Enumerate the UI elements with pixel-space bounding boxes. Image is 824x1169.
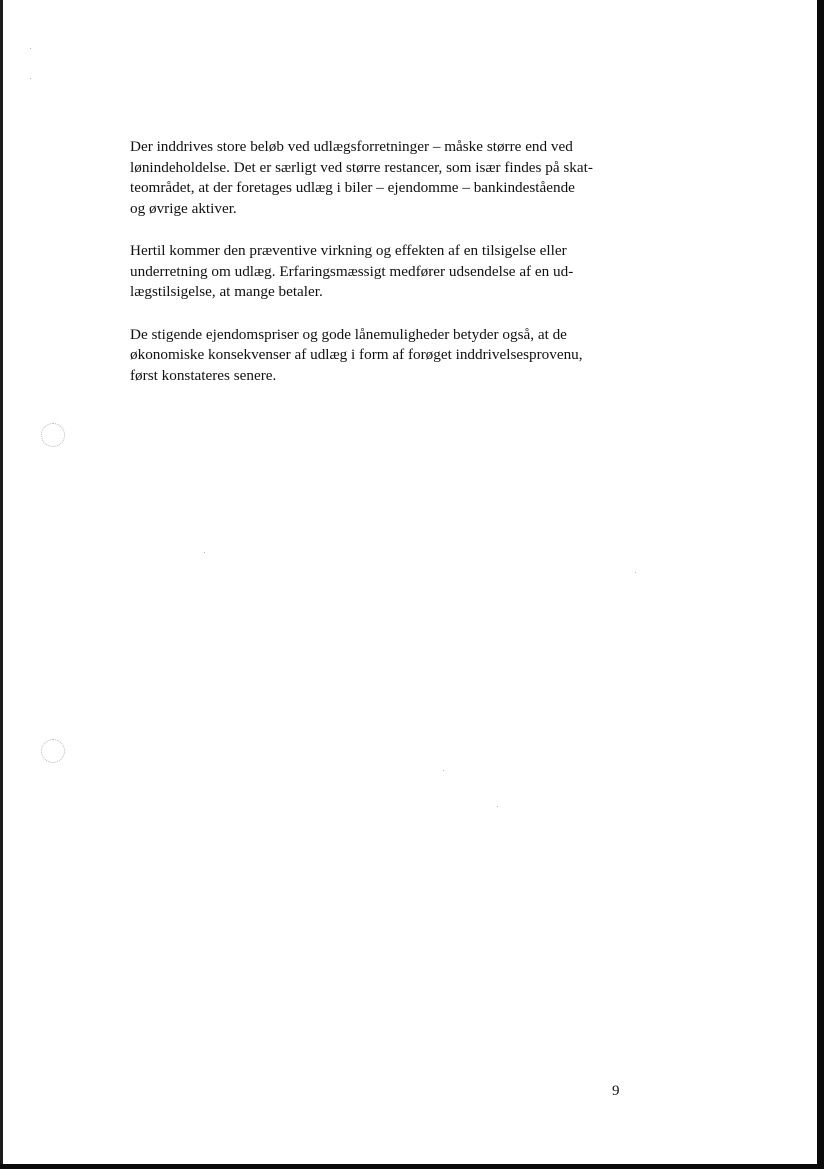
scan-right-edge <box>817 0 824 1169</box>
scan-speck <box>30 48 31 49</box>
text-line: og øvrige aktiver. <box>130 199 237 217</box>
punch-hole-mark-bottom <box>41 739 65 763</box>
scan-speck <box>30 78 31 79</box>
text-line: De stigende ejendomspriser og gode lånemuligheder betyder også, at de <box>130 325 567 343</box>
text-line: teområdet, at der foretages udlæg i biler – ejendomme – bankindestående <box>130 179 575 196</box>
paragraph-property-prices <box>130 325 630 387</box>
scan-speck <box>497 806 498 807</box>
text-line: Der inddrives store beløb ved udlægsforretninger – måske større end ved <box>130 138 573 155</box>
body-text <box>130 137 630 408</box>
scan-bottom-edge <box>0 1164 824 1169</box>
text-line: lønindeholdelse. Det er særligt ved større restancer, som især findes på skat- <box>130 158 593 176</box>
scan-speck <box>635 572 636 573</box>
scan-speck <box>443 770 444 771</box>
text-line: økonomiske konsekvenser af udlæg i form af forøget inddrivelsesprovenu, <box>130 346 583 363</box>
paragraph-collection-amounts <box>130 137 630 219</box>
text-line: lægstilsigelse, at mange betaler. <box>130 283 323 300</box>
scan-speck <box>204 552 205 553</box>
text-line: først konstateres senere. <box>130 366 277 384</box>
scan-left-edge <box>0 0 3 1169</box>
text-line: Hertil kommer den præventive virkning og effekten af en tilsigelse eller <box>130 242 567 259</box>
text-line: underretning om udlæg. Erfaringsmæssigt medfører udsendelse af en ud- <box>130 262 574 280</box>
page-number: 9 <box>612 1083 620 1099</box>
paragraph-preventive-effect <box>130 241 630 303</box>
punch-hole-mark-top <box>41 423 65 447</box>
